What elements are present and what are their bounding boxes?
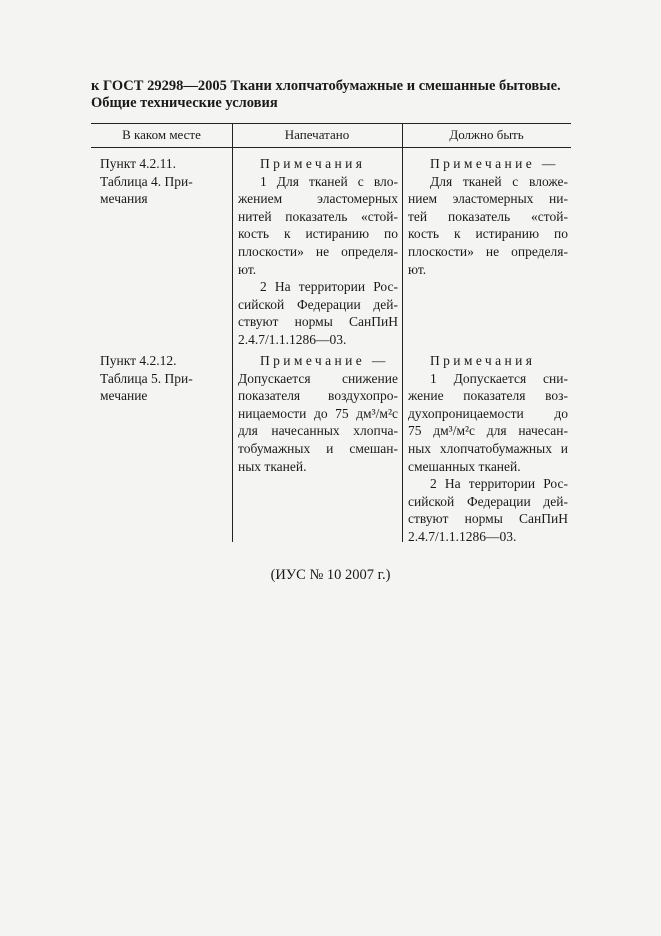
- row1-location-line: Таблица 4. При-: [100, 173, 193, 189]
- row2-printed-line: ных тканей.: [238, 458, 307, 474]
- publication-reference: (ИУС № 10 2007 г.): [270, 567, 391, 583]
- row1-printed-line: кость к истиранию по: [238, 226, 398, 242]
- row2-correct-line: 2 На территории Рос-: [430, 476, 568, 492]
- row2-printed: [238, 352, 398, 475]
- header-printed: Напечатано: [284, 127, 350, 142]
- row2-correct-line: сийской Федерации дей-: [408, 493, 568, 509]
- row2-location: [100, 352, 220, 405]
- row2-correct-line: 1 Допускается сни-: [430, 370, 568, 386]
- table-top-rule: [91, 123, 571, 124]
- row1-printed-line: 2.4.7/1.1.1286—03.: [238, 331, 347, 347]
- row1-should-be: [408, 155, 568, 278]
- row2-correct-heading: Примечания: [430, 353, 536, 368]
- row2-printed-line: тобумажных и смешан-: [238, 440, 398, 456]
- title-line-1: к ГОСТ 29298—2005 Ткани хлопчатобумажные и смешанные бытовые.: [91, 78, 561, 94]
- table-header-rule: [91, 147, 571, 148]
- row1-correct-line: Для тканей с вложе-: [430, 173, 568, 189]
- row2-location-line: Пункт 4.2.12.: [100, 353, 177, 368]
- row2-correct-line: ствуют нормы СанПиН: [408, 511, 568, 527]
- row2-correct-line: духопроницаемости до: [408, 405, 568, 421]
- row2-printed-line: Допускается снижение: [238, 370, 398, 386]
- row1-correct-line: плоскости» не определя-: [408, 243, 568, 259]
- row1-printed: [238, 155, 398, 349]
- row1-printed-line: плоскости» не определя-: [238, 243, 398, 259]
- row1-correct-line: тей показатель «стой-: [408, 208, 568, 224]
- document-title: [91, 78, 571, 112]
- row2-correct-line: 75 дм³/м²с для начесан-: [408, 423, 568, 439]
- row2-location-line: мечание: [100, 388, 148, 404]
- row1-printed-line: нитей показатель «стой-: [238, 208, 398, 224]
- row2-printed-heading: Примечание —: [260, 353, 389, 368]
- row1-correct-line: нием эластомерных ни-: [408, 191, 568, 207]
- row1-correct-line: кость к истиранию по: [408, 226, 568, 242]
- row1-printed-line: 1 Для тканей с вло-: [260, 173, 398, 189]
- row2-location-line: Таблица 5. При-: [100, 370, 193, 386]
- row1-correct-line: ют.: [408, 261, 427, 277]
- row1-printed-line: жением эластомерных: [238, 191, 398, 207]
- row1-correct-heading: Примечание —: [430, 156, 559, 171]
- row1-location-line: мечания: [100, 191, 148, 207]
- row1-printed-heading: Примечания: [260, 156, 366, 171]
- header-should-be: Должно быть: [449, 127, 524, 142]
- row2-printed-line: для начесанных хлопча-: [238, 423, 398, 439]
- row1-printed-line: ствуют нормы СанПиН: [238, 314, 398, 330]
- row2-correct-line: 2.4.7/1.1.1286—03.: [408, 528, 517, 544]
- title-line-2: Общие технические условия: [91, 95, 278, 111]
- row2-correct-line: ных хлопчатобумажных и: [408, 440, 568, 456]
- column-divider-1: [232, 123, 233, 542]
- row2-printed-line: показателя воздухопро-: [238, 388, 398, 404]
- row2-should-be: [408, 352, 568, 546]
- row1-location: [100, 155, 220, 208]
- row2-printed-line: ницаемости до 75 дм³/м²с: [238, 405, 398, 421]
- row1-location-line: Пункт 4.2.11.: [100, 156, 177, 171]
- row2-correct-line: жение показателя воз-: [408, 388, 568, 404]
- header-location: В каком месте: [122, 127, 201, 142]
- row1-printed-line: ют.: [238, 261, 257, 277]
- row1-printed-line: 2 На территории Рос-: [260, 279, 398, 295]
- row2-correct-line: смешанных тканей.: [408, 458, 521, 474]
- row1-printed-line: сийской Федерации дей-: [238, 296, 398, 312]
- column-divider-2: [402, 123, 403, 542]
